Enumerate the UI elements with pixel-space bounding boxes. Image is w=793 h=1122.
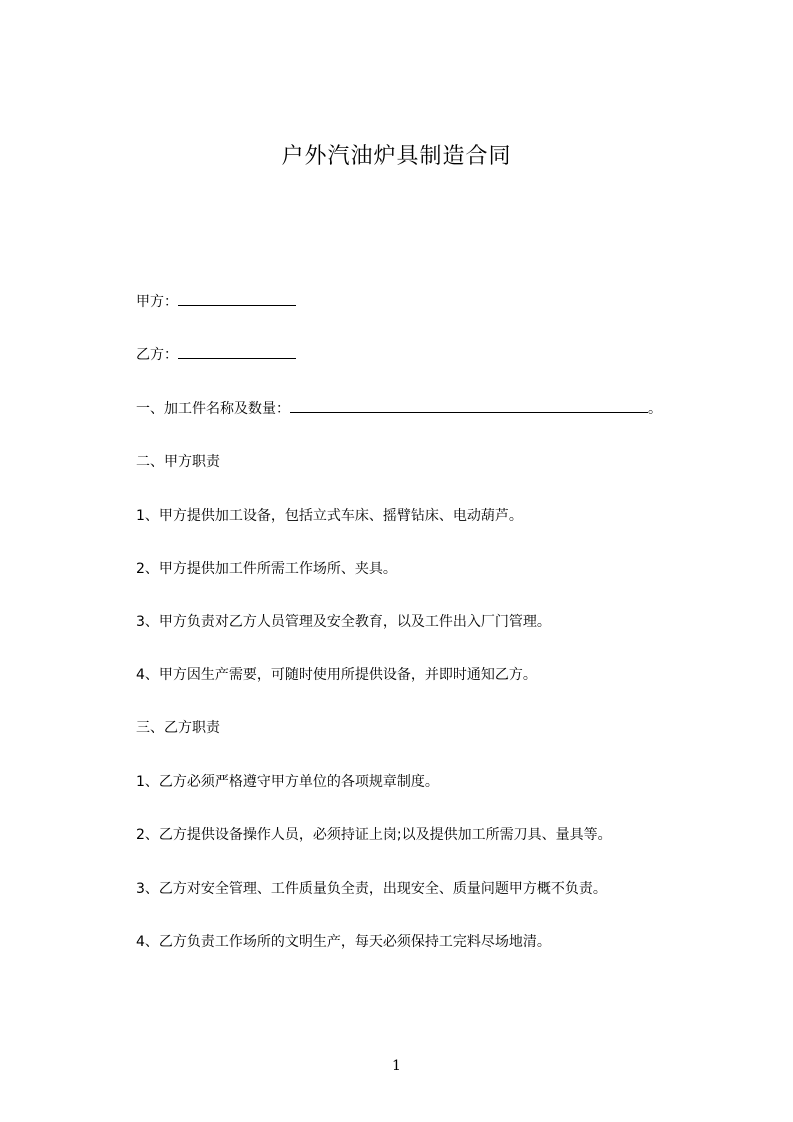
party-a-label: 甲方：	[136, 294, 178, 310]
party-b-line	[136, 344, 296, 365]
item1-label: 一、加工件名称及数量：	[136, 401, 290, 417]
page-number: 1	[392, 1058, 401, 1074]
section-b-heading: 三、乙方职责	[136, 720, 220, 736]
party-b-label: 乙方：	[136, 347, 178, 363]
item1-blank	[290, 398, 648, 413]
section-b-item: 2、乙方提供设备操作人员，必须持证上岗;以及提供加工所需刀具、量具等。	[136, 827, 612, 843]
item1-line	[136, 398, 662, 419]
party-a-blank	[178, 291, 296, 306]
section-b-item: 3、乙方对安全管理、工件质量负全责，出现安全、质量问题甲方概不负责。	[136, 881, 607, 897]
section-b-item: 4、乙方负责工作场所的文明生产，每天必须保持工完料尽场地清。	[136, 934, 551, 950]
section-a-heading: 二、甲方职责	[136, 454, 220, 470]
section-a-item: 3、甲方负责对乙方人员管理及安全教育，以及工件出入厂门管理。	[136, 614, 551, 630]
section-b-item: 1、乙方必须严格遵守甲方单位的各项规章制度。	[136, 774, 439, 790]
document-title: 户外汽油炉具制造合同	[281, 144, 512, 169]
section-a-item: 4、甲方因生产需要，可随时使用所提供设备，并即时通知乙方。	[136, 667, 537, 683]
item1-end: 。	[648, 401, 662, 417]
section-a-item: 1、甲方提供加工设备，包括立式车床、摇臂钻床、电动葫芦。	[136, 508, 523, 524]
party-a-line	[136, 291, 296, 312]
section-a-item: 2、甲方提供加工件所需工作场所、夹具。	[136, 561, 397, 577]
party-b-blank	[178, 344, 296, 359]
